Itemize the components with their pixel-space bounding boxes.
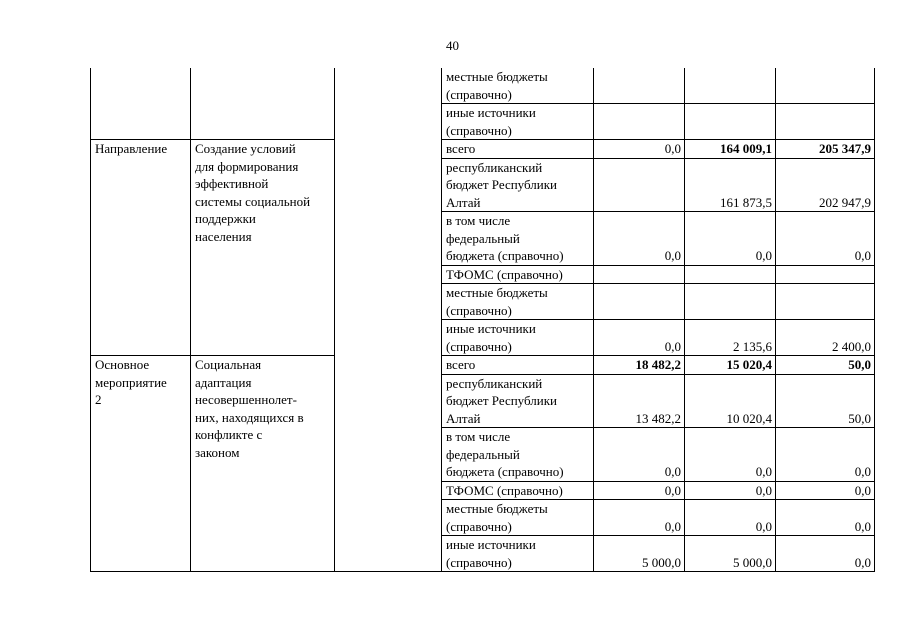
value-cell: 0,0: [594, 212, 685, 266]
value-cell: [776, 284, 875, 320]
value-cell: [685, 68, 776, 104]
value-cell: 2 400,0: [776, 320, 875, 356]
table-row: [91, 68, 875, 104]
value-cell: [594, 284, 685, 320]
source-cell: иные источники (справочно): [442, 536, 594, 572]
budget-table: [90, 68, 875, 572]
value-cell: 164 009,1: [685, 140, 776, 159]
source-cell: иные источники (справочно): [442, 320, 594, 356]
value-cell: 10 020,4: [685, 374, 776, 428]
executor-cell: [335, 68, 442, 572]
measure-name-cell: Социальная адаптация несовершеннолет- них, находящихся в конфликте с законом: [191, 356, 335, 572]
value-cell: 2 135,6: [685, 320, 776, 356]
value-cell: 202 947,9: [776, 158, 875, 212]
value-cell: [776, 104, 875, 140]
value-cell: 0,0: [594, 320, 685, 356]
value-cell: 0,0: [685, 481, 776, 500]
value-cell: 0,0: [594, 140, 685, 159]
value-cell: 15 020,4: [685, 356, 776, 375]
value-cell: 0,0: [776, 212, 875, 266]
value-cell: 50,0: [776, 356, 875, 375]
value-cell: [685, 265, 776, 284]
value-cell: 0,0: [776, 500, 875, 536]
value-cell: 0,0: [685, 428, 776, 482]
table-row: [91, 140, 875, 159]
value-cell: 0,0: [685, 500, 776, 536]
value-cell: 0,0: [776, 481, 875, 500]
source-cell: в том числе федеральный бюджета (справочно): [442, 428, 594, 482]
value-cell: [594, 265, 685, 284]
continued-name-cell: [191, 68, 335, 140]
value-cell: [594, 104, 685, 140]
value-cell: 0,0: [776, 536, 875, 572]
value-cell: 161 873,5: [685, 158, 776, 212]
source-cell: всего: [442, 356, 594, 375]
value-cell: [685, 104, 776, 140]
value-cell: 0,0: [594, 481, 685, 500]
source-cell: иные источники (справочно): [442, 104, 594, 140]
value-cell: 18 482,2: [594, 356, 685, 375]
value-cell: [685, 284, 776, 320]
source-cell: республиканский бюджет Республики Алтай: [442, 374, 594, 428]
value-cell: 0,0: [594, 428, 685, 482]
page-number: 40: [446, 38, 459, 53]
measure-type-cell: Основное мероприятие 2: [91, 356, 191, 572]
continued-type-cell: [91, 68, 191, 140]
value-cell: 0,0: [685, 212, 776, 266]
value-cell: 0,0: [776, 428, 875, 482]
value-cell: [594, 158, 685, 212]
direction-name-cell: Создание условий для формирования эффективной системы социальной поддержки населения: [191, 140, 335, 356]
source-cell: местные бюджеты (справочно): [442, 68, 594, 104]
direction-type-cell: Направление: [91, 140, 191, 356]
value-cell: 13 482,2: [594, 374, 685, 428]
value-cell: 205 347,9: [776, 140, 875, 159]
value-cell: 50,0: [776, 374, 875, 428]
value-cell: 5 000,0: [685, 536, 776, 572]
value-cell: [594, 68, 685, 104]
source-cell: в том числе федеральный бюджета (справочно): [442, 212, 594, 266]
source-cell: местные бюджеты (справочно): [442, 284, 594, 320]
source-cell: местные бюджеты (справочно): [442, 500, 594, 536]
source-cell: всего: [442, 140, 594, 159]
value-cell: 5 000,0: [594, 536, 685, 572]
table-row: [91, 356, 875, 375]
source-cell: ТФОМС (справочно): [442, 481, 594, 500]
source-cell: республиканский бюджет Республики Алтай: [442, 158, 594, 212]
source-cell: ТФОМС (справочно): [442, 265, 594, 284]
value-cell: [776, 265, 875, 284]
value-cell: 0,0: [594, 500, 685, 536]
value-cell: [776, 68, 875, 104]
